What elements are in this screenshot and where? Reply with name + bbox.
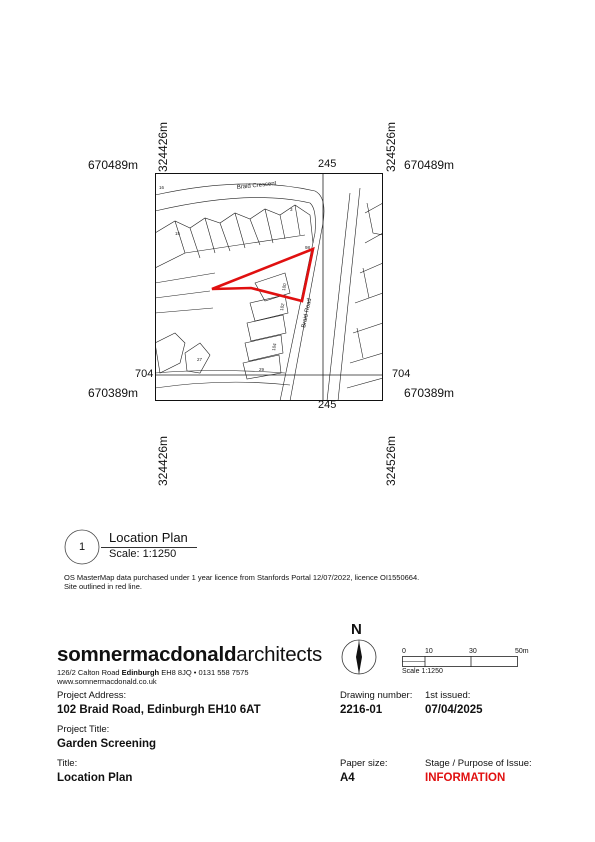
drawing-label-title: Location Plan bbox=[109, 530, 188, 545]
street-label-road: Braid Road bbox=[301, 297, 314, 329]
licence-note: OS MasterMap data purchased under 1 year licence from Stanfords Portal 12/07/2022, licence OI1550664. bbox=[64, 573, 420, 582]
company-logo bbox=[57, 643, 322, 667]
grid-label-right: 704 bbox=[392, 368, 411, 380]
site-outline bbox=[212, 249, 313, 301]
scale-bar-label-50: 50m bbox=[515, 648, 529, 655]
street-label-crescent: Braid Crescent bbox=[236, 180, 277, 191]
north-label: N bbox=[351, 621, 362, 638]
first-issued-value: 07/04/2025 bbox=[425, 704, 483, 716]
company-address: 126/2 Calton Road Edinburgh EH8 8JQ • 0131 558 7575 bbox=[57, 668, 249, 677]
grid-label-left: 704 bbox=[135, 368, 154, 380]
coord-top-left-y: 670489m bbox=[88, 158, 139, 172]
coord-top-left-x: 324426m bbox=[156, 121, 170, 172]
site-note: Site outlined in red line. bbox=[64, 582, 142, 591]
house-number: 98 bbox=[305, 245, 311, 250]
scale-bar-label-0: 0 bbox=[402, 648, 406, 655]
coord-top-right-x: 324526m bbox=[384, 121, 398, 172]
scale-bar bbox=[402, 656, 520, 668]
company-name-bold: somnermacdonald bbox=[57, 643, 237, 666]
project-address-label: Project Address: bbox=[57, 690, 127, 701]
coord-bottom-right-y: 670389m bbox=[404, 386, 455, 400]
scale-bar-caption: Scale 1:1250 bbox=[402, 668, 443, 675]
house-number: 15 bbox=[175, 231, 181, 236]
coord-bottom-left-y: 670389m bbox=[88, 386, 139, 400]
coord-bottom-right-x: 324526m bbox=[384, 435, 398, 486]
paper-size-value: A4 bbox=[340, 772, 355, 784]
house-number: 29 bbox=[259, 367, 265, 372]
first-issued-label: 1st issued: bbox=[425, 690, 471, 701]
house-number: 100 bbox=[281, 282, 288, 292]
house-number: 104 bbox=[271, 342, 278, 352]
house-number: 27 bbox=[197, 357, 203, 362]
grid-label-bottom: 245 bbox=[318, 399, 337, 411]
drawing-label-scale: Scale: 1:1250 bbox=[109, 548, 177, 560]
drawing-title: Location Plan bbox=[57, 772, 133, 784]
house-number: 3 bbox=[290, 207, 293, 212]
scale-bar-label-30: 30 bbox=[469, 648, 477, 655]
project-title-label: Project Title: bbox=[57, 724, 110, 735]
coord-top-right-y: 670489m bbox=[404, 158, 455, 172]
house-number: 102 bbox=[279, 302, 286, 312]
drawing-number: 1 bbox=[78, 541, 86, 553]
drawing-number-label: Drawing number: bbox=[340, 690, 413, 701]
paper-size-label: Paper size: bbox=[340, 758, 388, 769]
house-number: 16 bbox=[159, 185, 165, 190]
location-map bbox=[155, 173, 383, 401]
stage-label: Stage / Purpose of Issue: bbox=[425, 758, 532, 769]
company-website: www.somnermacdonald.co.uk bbox=[57, 677, 157, 686]
north-arrow-icon bbox=[340, 638, 378, 676]
grid-label-top: 245 bbox=[318, 158, 337, 170]
title-label: Title: bbox=[57, 758, 78, 769]
project-address: 102 Braid Road, Edinburgh EH10 6AT bbox=[57, 704, 261, 716]
drawing-number-value: 2216-01 bbox=[340, 704, 383, 716]
coord-bottom-left-x: 324426m bbox=[156, 435, 170, 486]
scale-bar-label-10: 10 bbox=[425, 648, 433, 655]
project-title: Garden Screening bbox=[57, 738, 157, 750]
company-name-light: architects bbox=[236, 643, 323, 666]
stage-value: INFORMATION bbox=[425, 772, 506, 784]
